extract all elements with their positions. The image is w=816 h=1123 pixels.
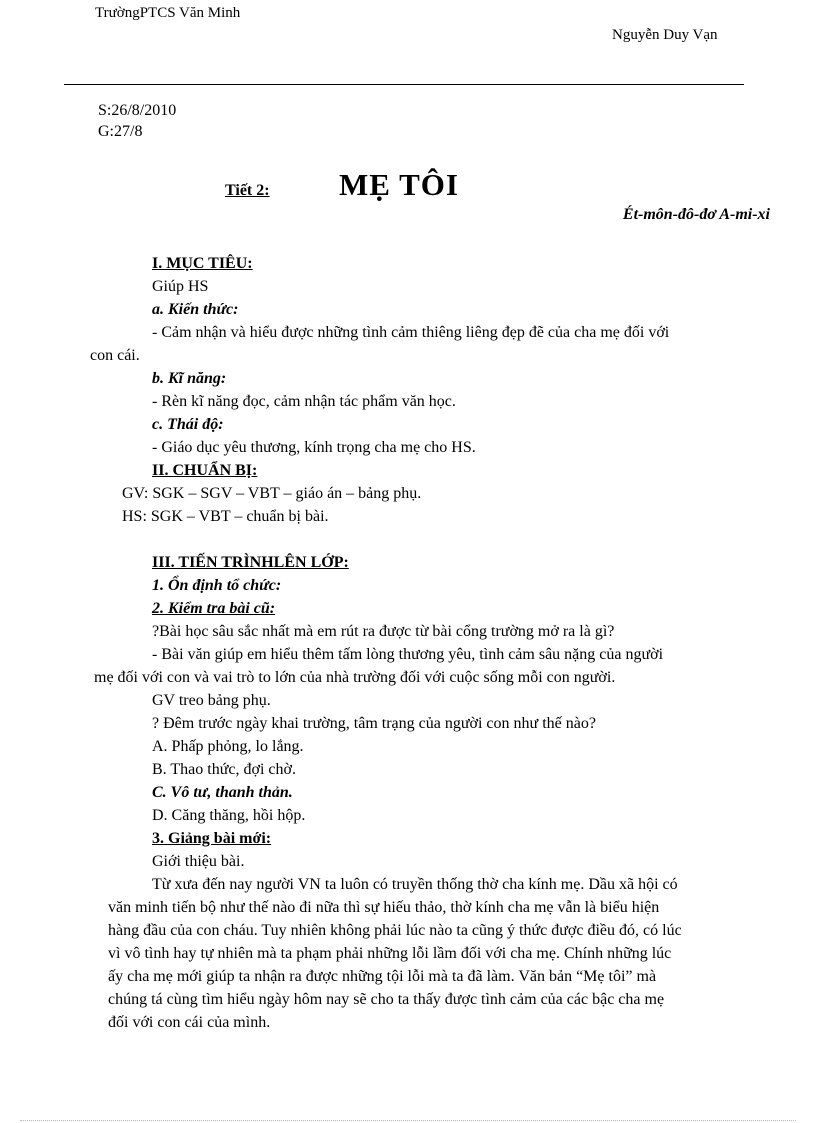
intro-paragraph-line-6: chúng tá cùng tìm hiểu ngày hôm nay sẽ cho ta thấy được tình cảm của các bậc cha mẹ bbox=[108, 991, 665, 1008]
intro-paragraph-line-7: đối với con cái của mình. bbox=[108, 1014, 271, 1031]
step-1-title: 1. Ổn định tổ chức: bbox=[152, 577, 282, 594]
intro-paragraph-line-2: văn minh tiến bộ như thế nào đi nữa thì sự hiếu thảo, thờ kính cha mẹ vẫn là biểu hiện bbox=[108, 899, 660, 916]
knowledge-text-cont: con cái. bbox=[90, 347, 140, 364]
intro-note: Giới thiệu bài. bbox=[152, 853, 245, 870]
lesson-title: MẸ TÔI bbox=[339, 167, 459, 202]
page-bottom-divider bbox=[20, 1120, 796, 1121]
section-1-title: I. MỤC TIÊU: bbox=[152, 255, 253, 272]
review-answer-1: - Bài văn giúp em hiểu thêm tấm lòng thương yêu, tình cảm sâu nặng của người bbox=[152, 646, 664, 663]
spacer bbox=[122, 528, 767, 551]
lesson-dates bbox=[98, 100, 176, 142]
option-b: B. Thao thức, đợi chờ. bbox=[152, 761, 296, 778]
skills-text: - Rèn kĩ năng đọc, cảm nhận tác phẩm văn học. bbox=[152, 393, 456, 410]
attitude-text: - Giáo dục yêu thương, kính trọng cha mẹ cho HS. bbox=[152, 439, 476, 456]
section-3-title: III. TIẾN TRÌNHLÊN LỚP: bbox=[152, 554, 349, 571]
review-question-2: ? Đêm trước ngày khai trường, tâm trạng của người con như thế nào? bbox=[152, 715, 596, 732]
intro-paragraph-line-3: hàng đầu của con cháu. Tuy nhiên không phải lúc nào ta cũng ý thức được điều đó, có lúc bbox=[108, 922, 682, 939]
lesson-author: Ét-môn-đô-đơ A-mi-xi bbox=[622, 206, 770, 223]
teacher-name: Nguyễn Duy Vạn bbox=[612, 27, 718, 43]
review-answer-1-cont: mẹ đối với con và vai trò to lớn của nhà trường đối với cuộc sống mỗi con người. bbox=[94, 669, 616, 686]
step-3-title: 3. Giảng bài mới: bbox=[152, 830, 272, 847]
attitude-title: c. Thái độ: bbox=[152, 416, 224, 433]
skills-title: b. Kĩ năng: bbox=[152, 370, 227, 387]
option-d: D. Căng thăng, hồi hộp. bbox=[152, 807, 306, 824]
intro-paragraph-line-1: Từ xưa đến nay người VN ta luôn có truyền thống thờ cha kính mẹ. Dầu xã hội có bbox=[152, 876, 678, 893]
section-2-title: II. CHUẨN BỊ: bbox=[152, 462, 258, 479]
school-name: TrườngPTCS Văn Minh bbox=[95, 5, 241, 21]
lesson-body bbox=[90, 252, 767, 1034]
lesson-label: Tiết 2: bbox=[225, 182, 270, 199]
option-a: A. Phấp phỏng, lo lắng. bbox=[152, 738, 304, 755]
student-materials: HS: SGK – VBT – chuẩn bị bài. bbox=[122, 508, 329, 525]
option-c: C. Vô tư, thanh thản. bbox=[152, 784, 293, 801]
knowledge-text: - Cảm nhận và hiểu được những tình cảm thiêng liêng đẹp đẽ của cha mẹ đối với bbox=[152, 324, 670, 341]
intro-paragraph-line-5: ấy cha mẹ mới giúp ta nhận ra được những tội lỗi mà ta đã làm. Văn bản “Mẹ tôi” mà bbox=[108, 968, 657, 985]
header-divider bbox=[64, 84, 744, 85]
review-question-1: ?Bài học sâu sắc nhất mà em rút ra được từ bài cổng trường mở ra là gì? bbox=[152, 623, 615, 640]
intro-paragraph-line-4: vì vô tình hay tự nhiên mà ta phạm phải những lỗi lầm đối với cha mẹ. Chính những lúc bbox=[108, 945, 672, 962]
board-note: GV treo bảng phụ. bbox=[152, 692, 271, 709]
knowledge-title: a. Kiến thức: bbox=[152, 301, 239, 318]
date-s: S:26/8/2010 bbox=[98, 102, 177, 119]
step-2-title: 2. Kiểm tra bài cũ: bbox=[152, 600, 276, 617]
date-g: G:27/8 bbox=[98, 123, 143, 140]
section-1-intro: Giúp HS bbox=[152, 278, 209, 295]
teacher-materials: GV: SGK – SGV – VBT – giáo án – bảng phụ. bbox=[122, 485, 422, 502]
